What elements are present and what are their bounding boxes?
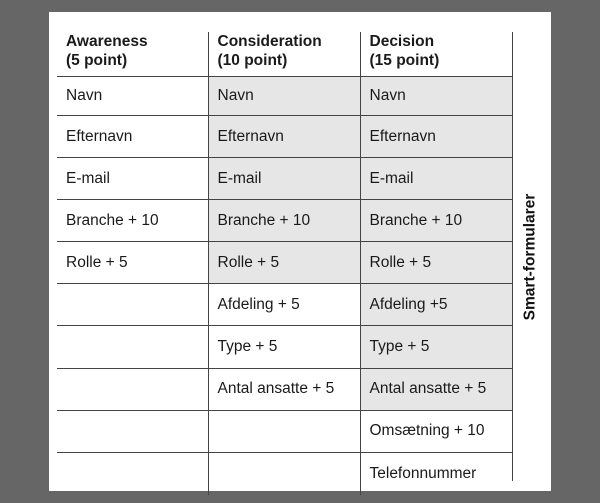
table-cell: Branche + 10 [57, 200, 208, 242]
header-points: (10 point) [217, 52, 288, 69]
header-consideration [208, 32, 360, 77]
header-points: (15 point) [369, 52, 440, 69]
table-row [57, 368, 512, 410]
header-row [57, 32, 512, 77]
table-cell: Type + 5 [208, 326, 360, 368]
header-awareness [57, 32, 208, 77]
table-cell: Branche + 10 [208, 200, 360, 242]
table-cell: Omsætning + 10 [360, 410, 512, 452]
document-sheet [49, 12, 551, 491]
table-cell: Afdeling + 5 [208, 284, 360, 326]
table-cell: Navn [57, 77, 208, 116]
table-cell: Efternavn [360, 116, 512, 158]
table-cell [57, 410, 208, 452]
table-row [57, 326, 512, 368]
table-cell: Afdeling +5 [360, 284, 512, 326]
table-cell: Telefonnummer [360, 452, 512, 495]
table-cell [57, 284, 208, 326]
table-cell: Rolle + 5 [57, 242, 208, 284]
table-cell: Antal ansatte + 5 [360, 368, 512, 410]
table-cell [57, 452, 208, 495]
table-row [57, 200, 512, 242]
table-cell: Navn [208, 77, 360, 116]
table-cell: Antal ansatte + 5 [208, 368, 360, 410]
table-cell [57, 326, 208, 368]
lead-scoring-table [57, 32, 512, 495]
header-decision [360, 32, 512, 77]
table-cell: Efternavn [208, 116, 360, 158]
side-label: Smart-formularer [521, 193, 538, 320]
side-label-container [512, 32, 548, 481]
header-title: Consideration [217, 33, 322, 50]
table-row [57, 284, 512, 326]
table-cell: Efternavn [57, 116, 208, 158]
table-cell [208, 410, 360, 452]
table-row [57, 452, 512, 495]
table-row [57, 116, 512, 158]
header-title: Awareness [66, 33, 148, 50]
table-row [57, 158, 512, 200]
table-row [57, 77, 512, 116]
table-cell: E-mail [208, 158, 360, 200]
table-cell: E-mail [57, 158, 208, 200]
header-title: Decision [369, 33, 435, 50]
table-cell: Type + 5 [360, 326, 512, 368]
table-cell: Rolle + 5 [208, 242, 360, 284]
table-row [57, 242, 512, 284]
table-cell: Navn [360, 77, 512, 116]
header-points: (5 point) [66, 52, 128, 69]
table-cell: E-mail [360, 158, 512, 200]
table-row [57, 410, 512, 452]
table-cell [57, 368, 208, 410]
table-cell: Rolle + 5 [360, 242, 512, 284]
table-cell: Branche + 10 [360, 200, 512, 242]
table-cell [208, 452, 360, 495]
